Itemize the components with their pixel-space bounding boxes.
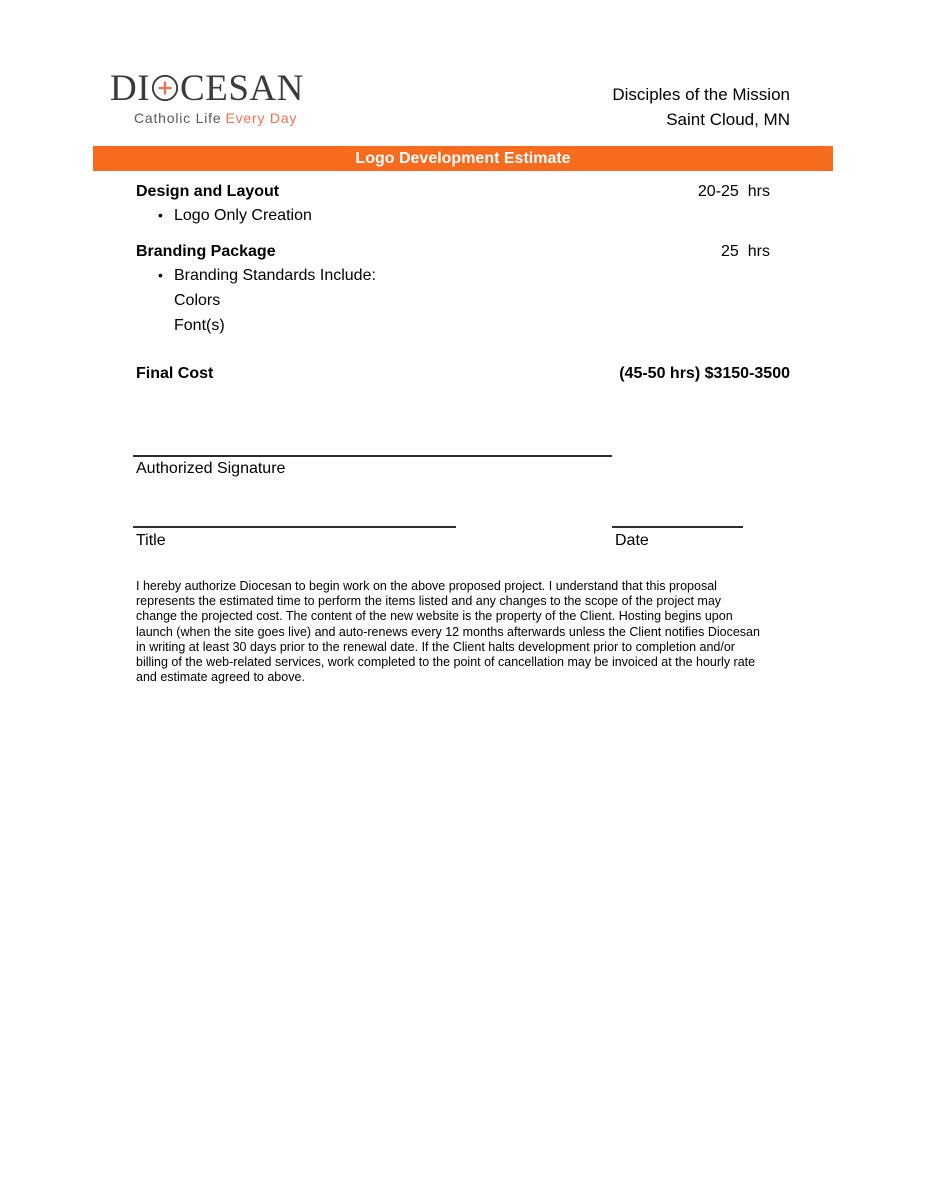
date-line [612, 526, 743, 528]
hours-unit: hrs [747, 243, 770, 260]
item-detail-text: Font(s) [174, 317, 225, 334]
bullet-icon: • [158, 267, 163, 283]
detail-text: Logo Only Creation [174, 207, 312, 224]
client-location: Saint Cloud, MN [666, 110, 790, 129]
final-cost-row [136, 365, 790, 383]
item-title: Branding Package [136, 243, 276, 260]
detail-text: Branding Standards Include: [174, 267, 376, 284]
estimate-title-banner [93, 146, 833, 171]
authorization-terms-paragraph: I hereby authorize Diocesan to begin work on the above proposed project. I understand that this proposal represents the estimated time to perform the items listed and any changes to the scope of the project may change the projected cost. The content of the new website is the property of the Client. Hosting begins upon launch (when the site goes live) and auto-renews every 12 months afterwards unless the Client notifies Diocesan in writing at least 30 days prior to the renewal date. If the Client halts development prior to completion and/or billing of the web-related services, work completed to the point of cancellation may be invoiced at the hourly rate and estimate agreed to above. [136, 579, 760, 685]
title-label: Title [136, 532, 166, 549]
item-detail-bullet [158, 267, 376, 285]
tagline-orange-text: Every Day [225, 110, 298, 126]
line-item-design-and-layout [136, 183, 770, 201]
client-info [612, 82, 790, 132]
tagline-gray-text: Catholic Life [134, 110, 222, 126]
logo-text-end: CESAN [180, 68, 304, 109]
line-item-branding-package [136, 243, 770, 261]
hours-value: 25 [720, 243, 739, 260]
item-detail-text: Colors [174, 292, 221, 309]
item-title: Design and Layout [136, 183, 280, 200]
logo-text-start: DI [110, 68, 151, 109]
cross-circle-icon [151, 74, 179, 102]
hours-unit: hrs [747, 183, 770, 200]
bullet-icon: • [158, 207, 163, 223]
hours-value: 20-25 [697, 183, 739, 200]
authorized-signature-line [133, 455, 612, 457]
item-detail-bullet [158, 207, 312, 225]
final-cost-value: (45-50 hrs) $3150-3500 [619, 365, 790, 382]
final-cost-label: Final Cost [136, 365, 214, 382]
banner-title: Logo Development Estimate [355, 150, 571, 167]
logo-wordmark [110, 70, 304, 107]
date-label: Date [615, 532, 649, 549]
item-hours [698, 183, 770, 201]
authorized-signature-label: Authorized Signature [136, 460, 286, 477]
item-hours [721, 243, 770, 261]
client-name: Disciples of the Mission [612, 85, 790, 104]
diocesan-logo [110, 70, 304, 126]
logo-tagline [134, 110, 304, 126]
title-line [133, 526, 456, 528]
